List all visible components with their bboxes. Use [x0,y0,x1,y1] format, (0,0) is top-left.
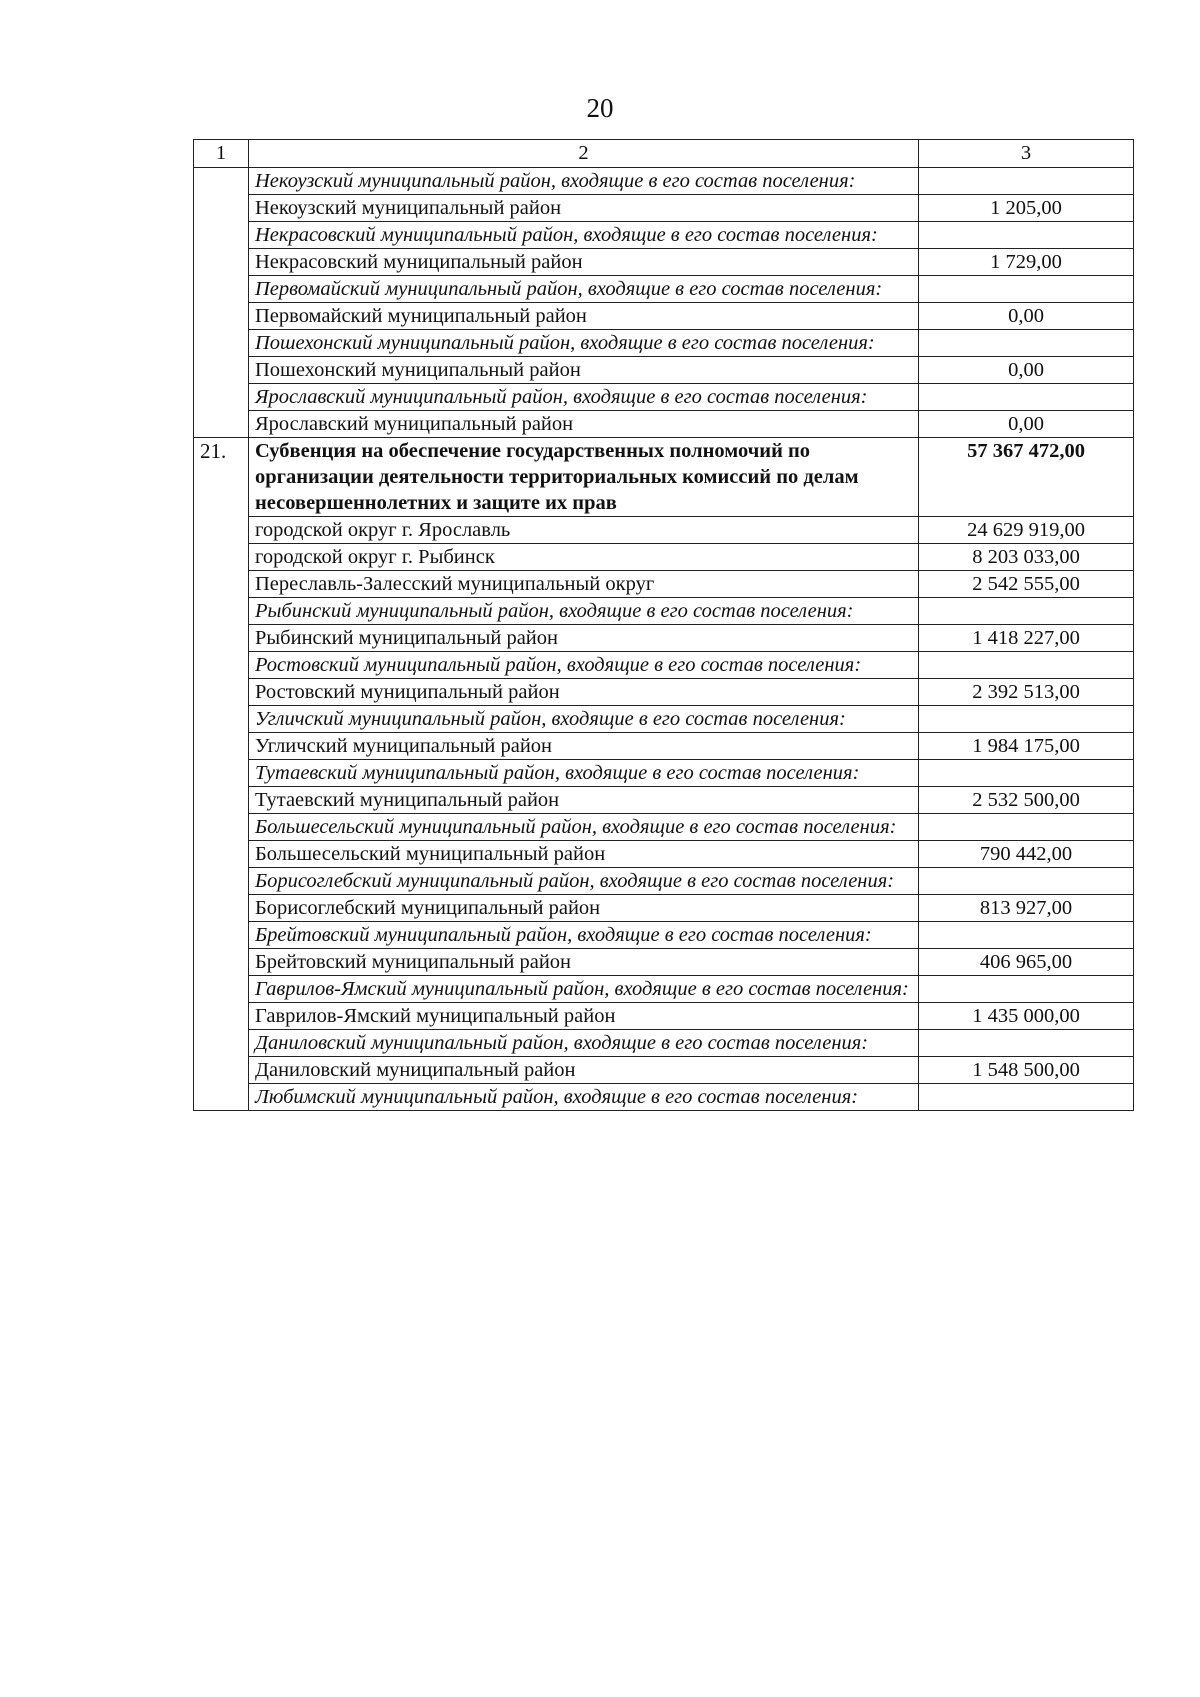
amount-value: 1 435 000,00 [919,1003,1134,1030]
amount-value [919,652,1134,679]
district-name: Брейтовский муниципальный район [249,949,919,976]
amount-value: 8 203 033,00 [919,544,1134,571]
table-row [194,895,1134,922]
section-title: Субвенция на обеспечение государственных полномочий по организации деятельности территориальных комиссий по делам несовершеннолетних и защите их прав [249,438,919,517]
amount-value: 0,00 [919,411,1134,438]
district-name: городской округ г. Рыбинск [249,544,919,571]
section-row [194,438,1134,517]
district-group-label: Некрасовский муниципальный район, входящие в его состав поселения: [249,222,919,249]
district-group-label: Ярославский муниципальный район, входящие в его состав поселения: [249,384,919,411]
table-row [194,949,1134,976]
table-row [194,168,1134,195]
amount-value: 1 984 175,00 [919,733,1134,760]
table-header-row [194,140,1134,168]
amount-value [919,760,1134,787]
table-row [194,330,1134,357]
allocation-table [193,139,1134,1111]
district-group-label: Тутаевский муниципальный район, входящие в его состав поселения: [249,760,919,787]
district-group-label: Даниловский муниципальный район, входящие в его состав поселения: [249,1030,919,1057]
table-row [194,625,1134,652]
header-col-1: 1 [194,140,249,168]
amount-value [919,384,1134,411]
table-row [194,1030,1134,1057]
header-col-2: 2 [249,140,919,168]
table-row [194,517,1134,544]
table-row [194,679,1134,706]
amount-value: 790 442,00 [919,841,1134,868]
table-row [194,571,1134,598]
table-row [194,598,1134,625]
amount-value [919,330,1134,357]
amount-value [919,1030,1134,1057]
district-name: Ростовский муниципальный район [249,679,919,706]
amount-value [919,976,1134,1003]
previous-item-number-cell [194,168,249,438]
table-row [194,222,1134,249]
district-group-label: Пошехонский муниципальный район, входящие в его состав поселения: [249,330,919,357]
table-row [194,841,1134,868]
amount-value [919,706,1134,733]
district-group-label: Большесельский муниципальный район, входящие в его состав поселения: [249,814,919,841]
table-row [194,411,1134,438]
amount-value [919,1084,1134,1111]
table-row [194,384,1134,411]
table-row [194,249,1134,276]
table-row [194,1003,1134,1030]
table-row [194,276,1134,303]
amount-value: 1 205,00 [919,195,1134,222]
district-group-label: Борисоглебский муниципальный район, входящие в его состав поселения: [249,868,919,895]
district-name: Некрасовский муниципальный район [249,249,919,276]
section-total: 57 367 472,00 [919,438,1134,517]
district-name: Тутаевский муниципальный район [249,787,919,814]
amount-value [919,868,1134,895]
district-group-label: Рыбинский муниципальный район, входящие в его состав поселения: [249,598,919,625]
district-name: Гаврилов-Ямский муниципальный район [249,1003,919,1030]
table-row [194,357,1134,384]
amount-value [919,222,1134,249]
district-name: Даниловский муниципальный район [249,1057,919,1084]
district-name: Рыбинский муниципальный район [249,625,919,652]
table-row [194,814,1134,841]
district-group-label: Брейтовский муниципальный район, входящие в его состав поселения: [249,922,919,949]
amount-value: 406 965,00 [919,949,1134,976]
amount-value [919,922,1134,949]
district-name: городской округ г. Ярославль [249,517,919,544]
amount-value: 0,00 [919,357,1134,384]
amount-value: 1 729,00 [919,249,1134,276]
table-row [194,976,1134,1003]
table-row [194,1057,1134,1084]
amount-value: 0,00 [919,303,1134,330]
amount-value: 2 532 500,00 [919,787,1134,814]
amount-value: 2 542 555,00 [919,571,1134,598]
district-group-label: Первомайский муниципальный район, входящие в его состав поселения: [249,276,919,303]
table-row [194,1084,1134,1111]
amount-value: 1 418 227,00 [919,625,1134,652]
district-group-label: Угличский муниципальный район, входящие в его состав поселения: [249,706,919,733]
district-group-label: Некоузский муниципальный район, входящие в его состав поселения: [249,168,919,195]
amount-value: 813 927,00 [919,895,1134,922]
table-row [194,922,1134,949]
amount-value [919,168,1134,195]
district-name: Ярославский муниципальный район [249,411,919,438]
district-name: Пошехонский муниципальный район [249,357,919,384]
amount-value [919,276,1134,303]
district-name: Некоузский муниципальный район [249,195,919,222]
table-row [194,760,1134,787]
amount-value [919,814,1134,841]
table-row [194,544,1134,571]
amount-value: 1 548 500,00 [919,1057,1134,1084]
table-row [194,303,1134,330]
table-row [194,733,1134,760]
district-name: Большесельский муниципальный район [249,841,919,868]
district-name: Переславль-Залесский муниципальный округ [249,571,919,598]
page-number: 20 [586,93,614,123]
district-group-label: Любимский муниципальный район, входящие в его состав поселения: [249,1084,919,1111]
table-row [194,706,1134,733]
table-row [194,195,1134,222]
amount-value: 2 392 513,00 [919,679,1134,706]
header-col-3: 3 [919,140,1134,168]
table-row [194,652,1134,679]
district-group-label: Гаврилов-Ямский муниципальный район, входящие в его состав поселения: [249,976,919,1003]
district-group-label: Ростовский муниципальный район, входящие в его состав поселения: [249,652,919,679]
table-row [194,868,1134,895]
section-number: 21. [194,438,249,1111]
district-name: Первомайский муниципальный район [249,303,919,330]
table-row [194,787,1134,814]
amount-value: 24 629 919,00 [919,517,1134,544]
district-name: Борисоглебский муниципальный район [249,895,919,922]
district-name: Угличский муниципальный район [249,733,919,760]
amount-value [919,598,1134,625]
